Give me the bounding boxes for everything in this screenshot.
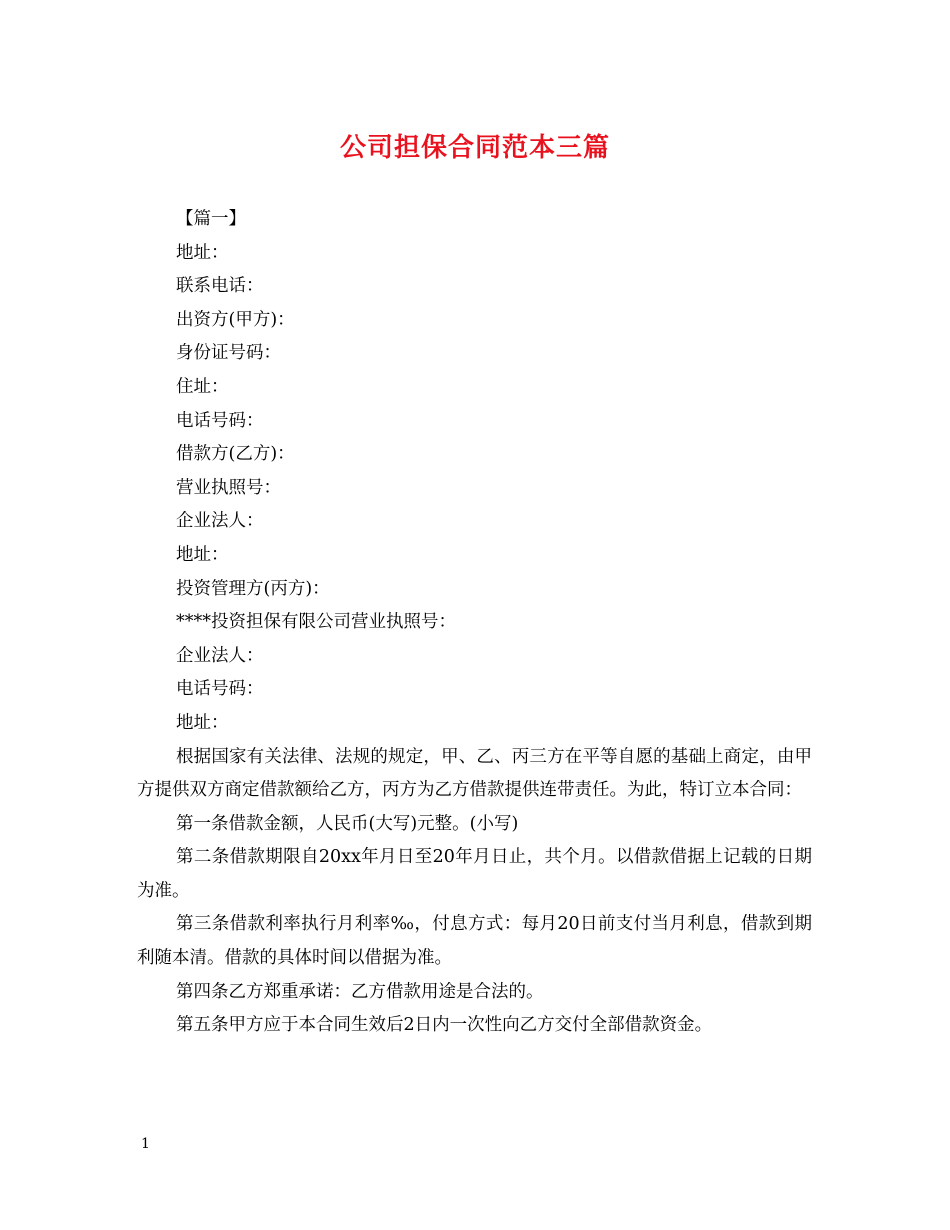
preamble-paragraph: 根据国家有关法律、法规的规定，甲、乙、丙三方在平等自愿的基础上商定，由甲方提供双方商定借款额给乙方，丙方为乙方借款提供连带责任。为此，特订立本合同： xyxy=(137,746,812,801)
article-4: 第四条乙方郑重承诺：乙方借款用途是合法的。 xyxy=(176,981,544,1002)
field-address: 地址： xyxy=(176,242,229,263)
document-title: 公司担保合同范本三篇 xyxy=(339,133,610,163)
section-heading: 【篇一】 xyxy=(176,209,246,229)
field-legal-person: 企业法人： xyxy=(176,511,264,532)
article-2: 第二条借款期限自20xx年月日至20年月日止，共个月。以借款借据上记载的日期为准。 xyxy=(137,847,812,901)
field-address: 地址： xyxy=(176,544,229,565)
field-id-number: 身份证号码： xyxy=(176,343,281,364)
field-legal-person: 企业法人： xyxy=(176,645,264,666)
article-3: 第三条借款利率执行月利率‰，付息方式：每月20日前支付当月利息，借款到期利随本清。借款的具体时间以借据为准。 xyxy=(137,914,812,969)
field-business-license: 营业执照号： xyxy=(176,477,281,498)
article-1: 第一条借款金额，人民币(大写)元整。(小写) xyxy=(176,813,519,834)
document-body xyxy=(137,203,812,1043)
article-5: 第五条甲方应于本合同生效后2日内一次性向乙方交付全部借款资金。 xyxy=(176,1015,713,1036)
field-party-b: 借款方(乙方)： xyxy=(176,444,295,465)
field-guarantor-license: ****投资担保有限公司营业执照号： xyxy=(176,612,456,633)
field-phone-number: 电话号码： xyxy=(176,679,264,700)
field-residence: 住址： xyxy=(176,376,229,397)
page-number: 1 xyxy=(141,1136,150,1152)
field-contact-phone: 联系电话： xyxy=(176,276,264,297)
field-party-a: 出资方(甲方)： xyxy=(176,309,295,330)
field-party-c: 投资管理方(丙方)： xyxy=(176,578,330,599)
field-address: 地址： xyxy=(176,712,229,733)
field-phone-number: 电话号码： xyxy=(176,410,264,431)
